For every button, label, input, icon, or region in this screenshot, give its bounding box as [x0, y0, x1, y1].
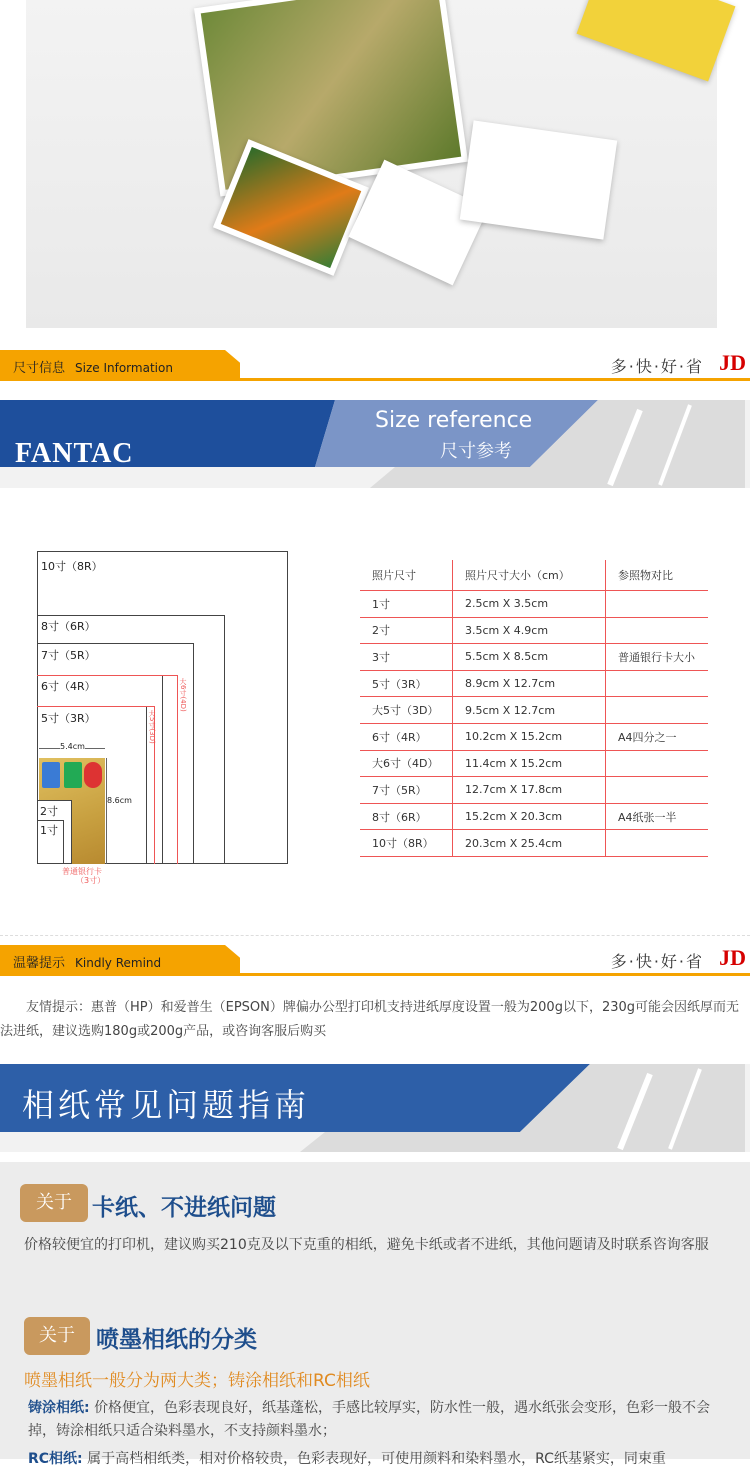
section-title: 温馨提示 Kindly Remind	[13, 956, 162, 971]
header-cell: 照片尺寸	[360, 560, 453, 591]
section-underline	[0, 378, 750, 381]
card-caption: 普通银行卡	[62, 867, 102, 876]
width-label: 5.4cm	[60, 742, 85, 751]
table-cell	[606, 617, 709, 644]
table-row	[360, 750, 708, 777]
label-1-inch: 1寸	[40, 824, 58, 837]
table-row	[360, 803, 708, 830]
q1-title: 卡纸、不进纸问题	[92, 1195, 276, 1221]
header-cell: 参照物对比	[606, 560, 709, 591]
slogan: 多·快·好·省	[610, 952, 704, 971]
table-cell: 10寸（8R）	[360, 830, 453, 857]
table-row	[360, 644, 708, 671]
table-cell: A4四分之一	[606, 723, 709, 750]
table-cell: 7寸（5R）	[360, 777, 453, 804]
q2-rc-paragraph	[28, 1448, 728, 1471]
rc-label: RC相纸:	[28, 1451, 83, 1467]
table-row	[360, 591, 708, 618]
card-logo-icon	[64, 762, 82, 788]
remind-text: 友情提示：惠普（HP）和爱普生（EPSON）牌偏办公型打印机支持进纸厚度设置一般为200g以下，230g可能会因纸厚而无法进纸，建议选购180g或200g产品，或咨询客服后购买	[0, 1000, 740, 1039]
table-cell: 8.9cm X 12.7cm	[453, 670, 606, 697]
label-6-inch: 6寸（4R）	[41, 680, 96, 693]
table-cell: 5.5cm X 8.5cm	[453, 644, 606, 671]
card-mastercard-icon	[84, 762, 102, 788]
section-underline	[0, 973, 750, 976]
faq-title: 相纸常见问题指南	[22, 1086, 311, 1124]
id-photo-sheet-large	[460, 120, 618, 239]
header-cell: 照片尺寸大小（cm）	[453, 560, 606, 591]
table-cell: A4纸张一半	[606, 803, 709, 830]
table-cell: 12.7cm X 17.8cm	[453, 777, 606, 804]
q2-title: 喷墨相纸的分类	[96, 1327, 257, 1353]
jd-logo: JD	[719, 945, 746, 970]
hero-photo-display	[26, 0, 717, 328]
table-row	[360, 777, 708, 804]
table-cell: 大6寸（4D）	[360, 750, 453, 777]
table-cell	[606, 750, 709, 777]
table-cell: 大5寸（3D）	[360, 697, 453, 724]
table-cell: 8寸（6R）	[360, 803, 453, 830]
q1-tag: 关于	[20, 1184, 88, 1222]
table-cell	[606, 697, 709, 724]
q2-cast-paragraph	[28, 1397, 728, 1443]
table-cell: 5寸（3R）	[360, 670, 453, 697]
size-reference-banner	[0, 400, 750, 488]
table-cell: 2.5cm X 3.5cm	[453, 591, 606, 618]
faq-banner	[0, 1064, 750, 1152]
kindly-remind-section-bar	[0, 945, 750, 977]
yellow-paper-pack	[577, 0, 736, 82]
cast-text: 价格便宜，色彩表现良好，纸基蓬松，手感比较厚实，防水性一般，遇水纸张会变形，色彩一般不会掉，铸涂相纸只适合染料墨水，不支持颜料墨水；	[28, 1400, 711, 1439]
big6-label: 大6寸(4D)	[179, 678, 187, 712]
table-row	[360, 670, 708, 697]
table-row	[360, 617, 708, 644]
table-cell: 6寸（4R）	[360, 723, 453, 750]
height-label: 8.6cm	[107, 796, 132, 805]
table-cell: 10.2cm X 15.2cm	[453, 723, 606, 750]
label-7-inch: 7寸（5R）	[41, 649, 96, 662]
rc-text: 属于高档相纸类，相对价格较贵，色彩表现好，可使用颜料和染料墨水，RC纸基紧实，同束重	[87, 1451, 666, 1467]
label-8-inch: 8寸（6R）	[41, 620, 96, 633]
table-cell: 15.2cm X 20.3cm	[453, 803, 606, 830]
jd-logo: JD	[719, 350, 746, 375]
slogan: 多·快·好·省	[610, 357, 704, 376]
cast-label: 铸涂相纸:	[28, 1400, 90, 1416]
table-cell	[606, 670, 709, 697]
table-header-row	[360, 560, 708, 591]
size-diagram	[0, 540, 340, 900]
wedding-photo	[194, 0, 468, 196]
table-cell: 3寸	[360, 644, 453, 671]
table-cell	[606, 591, 709, 618]
label-10-inch: 10寸（8R）	[41, 560, 103, 573]
section-title: 尺寸信息 Size Information	[13, 361, 173, 376]
big5-label: 大5寸(3D)	[148, 710, 156, 744]
q2-tag: 关于	[24, 1317, 90, 1355]
label-5-inch: 5寸（3R）	[41, 712, 96, 725]
table-cell: 11.4cm X 15.2cm	[453, 750, 606, 777]
card-chip-icon	[42, 762, 60, 788]
q1-text: 价格较便宜的打印机，建议购买210克及以下克重的相纸，避免卡纸或者不进纸，其他问题请及时联系咨询客服	[24, 1237, 709, 1253]
table-row	[360, 830, 708, 857]
q2-subtitle: 喷墨相纸一般分为两大类；铸涂相纸和RC相纸	[24, 1371, 370, 1391]
table-cell: 3.5cm X 4.9cm	[453, 617, 606, 644]
brand-logo: FANTAC	[15, 438, 134, 469]
banner-title-en: Size reference	[375, 408, 533, 433]
table-cell: 普通银行卡大小	[606, 644, 709, 671]
table-row	[360, 697, 708, 724]
table-cell: 1寸	[360, 591, 453, 618]
size-info-section-bar	[0, 350, 750, 382]
table-cell	[606, 777, 709, 804]
table-cell: 9.5cm X 12.7cm	[453, 697, 606, 724]
table-cell: 2寸	[360, 617, 453, 644]
card-caption-sub: （3寸）	[76, 876, 106, 885]
table-cell	[606, 830, 709, 857]
size-table	[360, 560, 708, 857]
table-cell: 20.3cm X 25.4cm	[453, 830, 606, 857]
label-2-inch: 2寸	[40, 805, 58, 818]
banner-title-cn: 尺寸参考	[440, 441, 512, 462]
table-row	[360, 723, 708, 750]
divider	[0, 935, 750, 936]
height-dimension-line	[106, 758, 107, 864]
